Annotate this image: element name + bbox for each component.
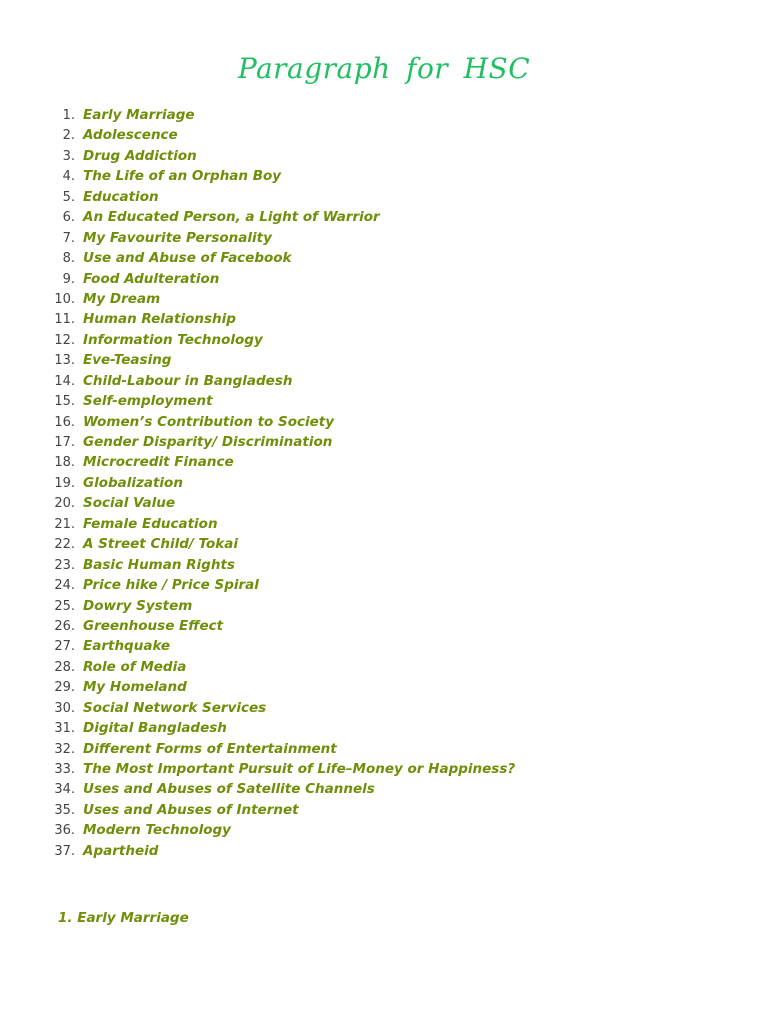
list-item-label: Earthquake bbox=[83, 638, 171, 655]
list-item-label: Food Adulteration bbox=[83, 270, 220, 287]
list-item-number: 4. bbox=[62, 169, 75, 185]
list-item-label: Information Technology bbox=[83, 331, 263, 348]
list-item bbox=[40, 391, 515, 411]
list-item-number: 1. bbox=[62, 108, 75, 123]
list-item-label: Price hike / Price Spiral bbox=[83, 577, 259, 594]
list-item-number: 25. bbox=[54, 598, 75, 614]
list-item bbox=[40, 432, 515, 452]
section-heading: 1. Early Marriage bbox=[58, 910, 189, 926]
list-item bbox=[40, 207, 515, 227]
list-item-label: Self-employment bbox=[83, 393, 213, 410]
list-item bbox=[40, 514, 515, 534]
list-item bbox=[40, 187, 515, 207]
list-item-number: 28. bbox=[54, 659, 75, 675]
list-item-label: Adolescence bbox=[83, 127, 178, 144]
list-item bbox=[40, 555, 515, 575]
list-item-label: Child-Labour in Bangladesh bbox=[83, 372, 293, 389]
list-item bbox=[40, 473, 515, 493]
list-item bbox=[40, 105, 515, 125]
list-item bbox=[40, 677, 515, 697]
list-item-number: 17. bbox=[54, 435, 75, 450]
list-item-label: My Favourite Personality bbox=[83, 229, 272, 246]
list-item-number: 20. bbox=[54, 496, 75, 512]
list-item-number: 11. bbox=[54, 312, 75, 328]
list-item-label: Different Forms of Entertainment bbox=[83, 740, 337, 757]
list-item-number: 35. bbox=[54, 802, 75, 818]
list-item-number: 33. bbox=[54, 762, 75, 777]
list-item bbox=[40, 289, 515, 309]
list-item-number: 9. bbox=[62, 271, 75, 287]
list-item-number: 30. bbox=[54, 700, 75, 716]
list-item-number: 32. bbox=[54, 741, 75, 757]
list-item-label: Social Network Services bbox=[83, 699, 267, 716]
list-item-number: 29. bbox=[54, 680, 75, 696]
topic-list bbox=[40, 105, 515, 861]
list-item bbox=[40, 596, 515, 616]
list-item-number: 14. bbox=[54, 373, 75, 389]
list-item bbox=[40, 248, 515, 268]
list-item-number: 3. bbox=[62, 148, 75, 164]
list-item-number: 2. bbox=[62, 128, 75, 144]
list-item-label: Modern Technology bbox=[83, 822, 231, 839]
list-item bbox=[40, 616, 515, 636]
list-item-number: 13. bbox=[54, 353, 75, 369]
list-item-number: 21. bbox=[54, 516, 75, 532]
list-item-label: Women’s Contribution to Society bbox=[83, 413, 335, 430]
list-item-number: 6. bbox=[62, 210, 75, 226]
list-item bbox=[40, 309, 515, 329]
list-item bbox=[40, 779, 515, 799]
list-item-label: Microcredit Finance bbox=[83, 454, 234, 471]
list-item-number: 37. bbox=[54, 843, 75, 859]
list-item-label: The Most Important Pursuit of Life–Money or Happiness? bbox=[83, 761, 516, 777]
list-item-label: Digital Bangladesh bbox=[83, 720, 227, 737]
list-item bbox=[40, 412, 515, 432]
list-item-number: 7. bbox=[62, 230, 75, 246]
list-item-label: Use and Abuse of Facebook bbox=[83, 250, 292, 267]
list-item bbox=[40, 125, 515, 145]
page-title: Paragraph for HSC bbox=[237, 52, 531, 85]
list-item bbox=[40, 534, 515, 554]
list-item bbox=[40, 493, 515, 513]
list-item-label: A Street Child/ Tokai bbox=[83, 536, 238, 553]
list-item-label: Drug Addiction bbox=[83, 147, 197, 164]
list-item-label: Early Marriage bbox=[83, 107, 195, 123]
list-item-number: 22. bbox=[54, 537, 75, 553]
list-item bbox=[40, 452, 515, 472]
list-item bbox=[40, 146, 515, 166]
list-item bbox=[40, 228, 515, 248]
list-item-number: 24. bbox=[54, 578, 75, 594]
list-item bbox=[40, 759, 515, 779]
list-item bbox=[40, 657, 515, 677]
list-item-number: 15. bbox=[54, 394, 75, 410]
list-item bbox=[40, 698, 515, 718]
list-item bbox=[40, 800, 515, 820]
list-item-number: 23. bbox=[54, 557, 75, 573]
list-item-number: 34. bbox=[54, 782, 75, 798]
list-item-label: Apartheid bbox=[83, 842, 159, 859]
list-item-label: Eve-Teasing bbox=[83, 352, 172, 369]
list-item bbox=[40, 636, 515, 656]
list-item bbox=[40, 371, 515, 391]
list-item-label: Uses and Abuses of Internet bbox=[83, 801, 299, 818]
list-item bbox=[40, 841, 515, 861]
list-item-number: 8. bbox=[62, 251, 75, 267]
list-item-number: 5. bbox=[62, 189, 75, 205]
list-item-number: 16. bbox=[54, 414, 75, 430]
list-item-label: Basic Human Rights bbox=[83, 556, 235, 573]
list-item bbox=[40, 575, 515, 595]
list-item bbox=[40, 166, 515, 186]
list-item-label: An Educated Person, a Light of Warrior bbox=[83, 209, 380, 226]
list-item-label: Dowry System bbox=[83, 597, 193, 614]
list-item-label: My Homeland bbox=[83, 679, 187, 696]
list-item-label: Human Relationship bbox=[83, 311, 236, 328]
list-item-label: Social Value bbox=[83, 495, 175, 512]
list-item-number: 36. bbox=[54, 823, 75, 839]
list-item-label: Female Education bbox=[83, 515, 218, 532]
list-item-number: 18. bbox=[54, 455, 75, 471]
list-item bbox=[40, 269, 515, 289]
list-item-number: 10. bbox=[54, 291, 75, 307]
list-item-label: Education bbox=[83, 188, 159, 205]
list-item-label: Role of Media bbox=[83, 658, 187, 675]
list-item-label: Gender Disparity/ Discrimination bbox=[83, 434, 333, 450]
list-item-label: Greenhouse Effect bbox=[83, 617, 224, 634]
list-item bbox=[40, 739, 515, 759]
list-item-number: 31. bbox=[54, 721, 75, 737]
list-item-label: The Life of an Orphan Boy bbox=[83, 168, 282, 185]
list-item-label: My Dream bbox=[83, 290, 161, 307]
list-item-label: Globalization bbox=[83, 474, 183, 491]
list-item-number: 19. bbox=[54, 475, 75, 491]
list-item bbox=[40, 350, 515, 370]
list-item-number: 27. bbox=[54, 639, 75, 655]
list-item-number: 26. bbox=[54, 618, 75, 634]
list-item bbox=[40, 820, 515, 840]
list-item bbox=[40, 718, 515, 738]
list-item-number: 12. bbox=[54, 332, 75, 348]
list-item-label: Uses and Abuses of Satellite Channels bbox=[83, 781, 375, 798]
list-item bbox=[40, 330, 515, 350]
